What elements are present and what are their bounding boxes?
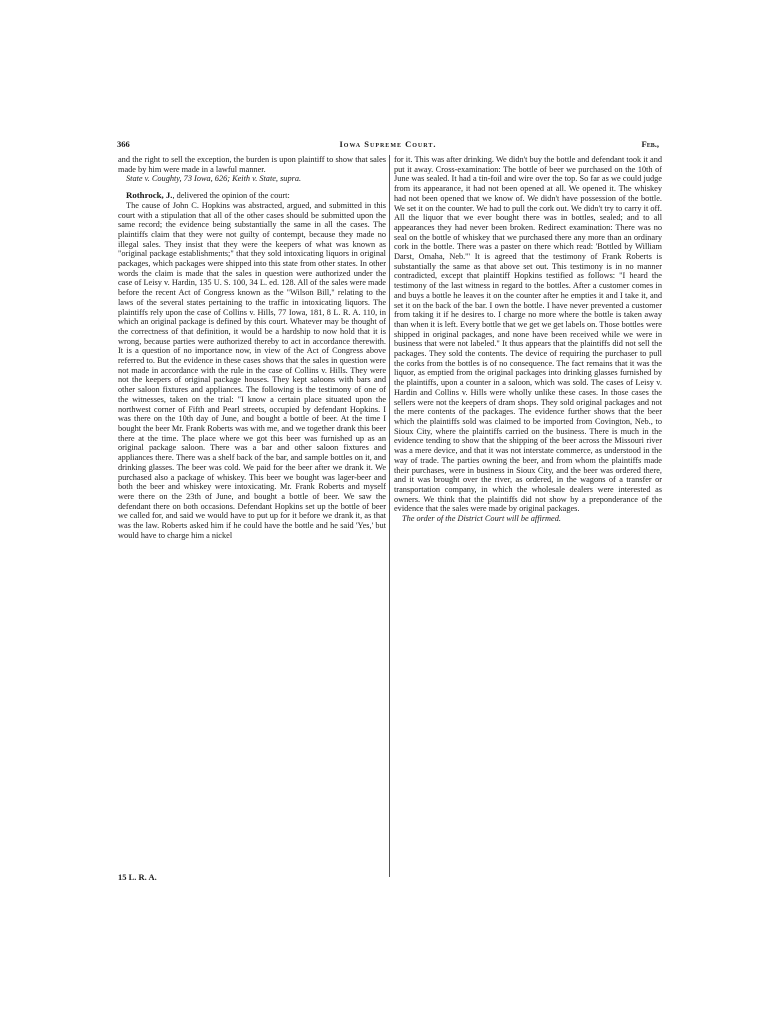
signature-mark: 15 L. R. A. <box>118 872 157 882</box>
judge-name: Rothrock, J. <box>126 190 173 201</box>
opinion-heading <box>118 191 386 201</box>
right-column <box>394 155 662 875</box>
paragraph: The cause of John C. Hopkins was abstracted, argued, and submitted in this court with a stipulation that all of the other cases should be submitted upon the same record; the evidence being substantially the same in all the cases. The plaintiffs claim that they were not guilty of contempt, because they made no illegal sales. They insist that they were the keepers of what was known as "original package establishments;" that they sold intoxicating liquors in original packages, which packages were shipped into this state from other states. In other words the claim is made that the sales in question were authorized under the case of Leisy v. Hardin, 135 U. S. 100, 34 L. ed. 128. All of the sales were made before the recent Act of Congress known as the "Wilson Bill," relating to the laws of the several states pertaining to the traffic in intoxicating liquors. The plaintiffs rely upon the case of Collins v. Hills, 77 Iowa, 181, 8 L. R. A. 110, in which an original package is defined by this court. Whatever may be thought of the correctness of that definition, it would be a hardship to now hold that it is wrong, because parties were authorized thereby to act in accordance therewith. It is a question of no importance now, in view of the Act of Congress above referred to. But the evidence in these cases shows that the sales in question were not made in accordance with the rule in the case of Collins v. Hills. They were not the keepers of original package houses. They kept saloons with bars and other saloon fixtures and appliances. The following is the testimony of one of the witnesses, taken on the trial: "I know a certain place situated upon the northwest corner of Fifth and Pearl streets, occupied by defendant Hopkins. I was there on the 10th day of June, and bought a bottle of beer. At the time I bought the beer Mr. Frank Roberts was with me, and we together drank this beer there at the time. The place where we got this beer was furnished up as an original package saloon. There was a bar and other saloon fixtures and appliances there. There was a shelf back of the bar, and sample bottles on it, and drinking glasses. The beer was cold. We paid for the beer after we drank it. We purchased also a package of whiskey. This beer we bought was lager-beer and both the beer and whiskey were intoxicating. Mr. Frank Roberts and myself were there on the 23th of June, and bought a bottle of beer. We saw the defendant there on both occasions. Defendant Hopkins set up the bottle of beer we called for, and said we would have to put up for it before we drank it, as that was the law. Roberts asked him if he could have the bottle and he said 'Yes,' but would have to charge him a nickel <box>118 200 386 540</box>
opinion-intro: , delivered the opinion of the court: <box>172 191 290 201</box>
citation-text: State v. Coughty, 73 Iowa, 626; Keith v. State, supra. <box>126 174 302 184</box>
running-head <box>117 138 659 150</box>
left-column <box>118 155 386 875</box>
paragraph: and the right to sell the exception, the burden is upon plaintiff to show that sales made by him were made in a lawful manner. <box>118 155 386 174</box>
paragraph: for it. This was after drinking. We didn't buy the bottle and defendant took it and put it away. Cross-examination: The bottle of beer we purchased on the 10th of June was sealed. It had a tin-foil and wire over the top. So far as we could judge from its appearance, it had not been opened at all. We opened it. The whiskey had not been opened that we know of. We didn't have possession of the bottle. We set it on the counter. We had to pull the cork out. We didn't try to carry it off. All the liquor that we ever bought there was in bottles, sealed; and to all appearances they had never been broken. Redirect examination: There was no seal on the bottle of whiskey that we purchased there any more than an ordinary cork in the bottle. There was a paster on there which read: 'Bottled by William Darst, Omaha, Neb.'" It is agreed that the testimony of Frank Roberts is substantially the same as that above set out. This testimony is in no manner contradicted, except that plaintiff Hopkins testified as follows: "I heard the testimony of the last witness in regard to the bottles. After a customer comes in and buys a bottle he leaves it on the counter after he empties it and I take it, and set it on the back of the bar. I own the bottle. I have never prevented a customer from taking it if he desires to. I charge no more where the bottle is taken away than when it is left. Every bottle that we get we get labels on. Those bottles were shipped in original packages, and none have been received while we were in business that were not labeled." It thus appears that the plaintiffs did not sell the packages. They sold the contents. The device of requiring the purchaser to pull the corks from the bottles is of no consequence. The fact remains that it was the liquor, as emptied from the original packages into drinking glasses furnished by the plaintiffs, upon a counter in a saloon, which was sold. The cases of Leisy v. Hardin and Collins v. Hills were wholly unlike these cases. In those cases the sellers were not the keepers of dram shops. They sold original packages and not the mere contents of the packages. The evidence further shows that the beer which the plaintiffs sold was claimed to be imported from Covington, Neb., to Sioux City, where the plaintiffs carried on the business. There is much in the evidence tending to show that the shipping of the beer across the Missouri river was a mere device, and that it was not interstate commerce, as understood in the way of trade. The parties owning the beer, and from whom the plaintiffs made their purchases, were in business in Sioux City, and the beer was ordered there, and it was brought over the river, as ordered, in the wagons of a transfer or transportation company, in which the wholesale dealers were interested as owners. We think that the plaintiffs did not show by a preponderance of the evidence that the sales were made by original packages. <box>394 155 662 514</box>
running-title: Iowa Supreme Court. <box>339 139 437 149</box>
column-divider <box>389 155 390 877</box>
order-line: The order of the District Court will be affirmed. <box>402 514 561 524</box>
page-number: 366 <box>117 139 130 149</box>
term-label: Feb., <box>641 139 659 149</box>
citation <box>118 174 386 184</box>
